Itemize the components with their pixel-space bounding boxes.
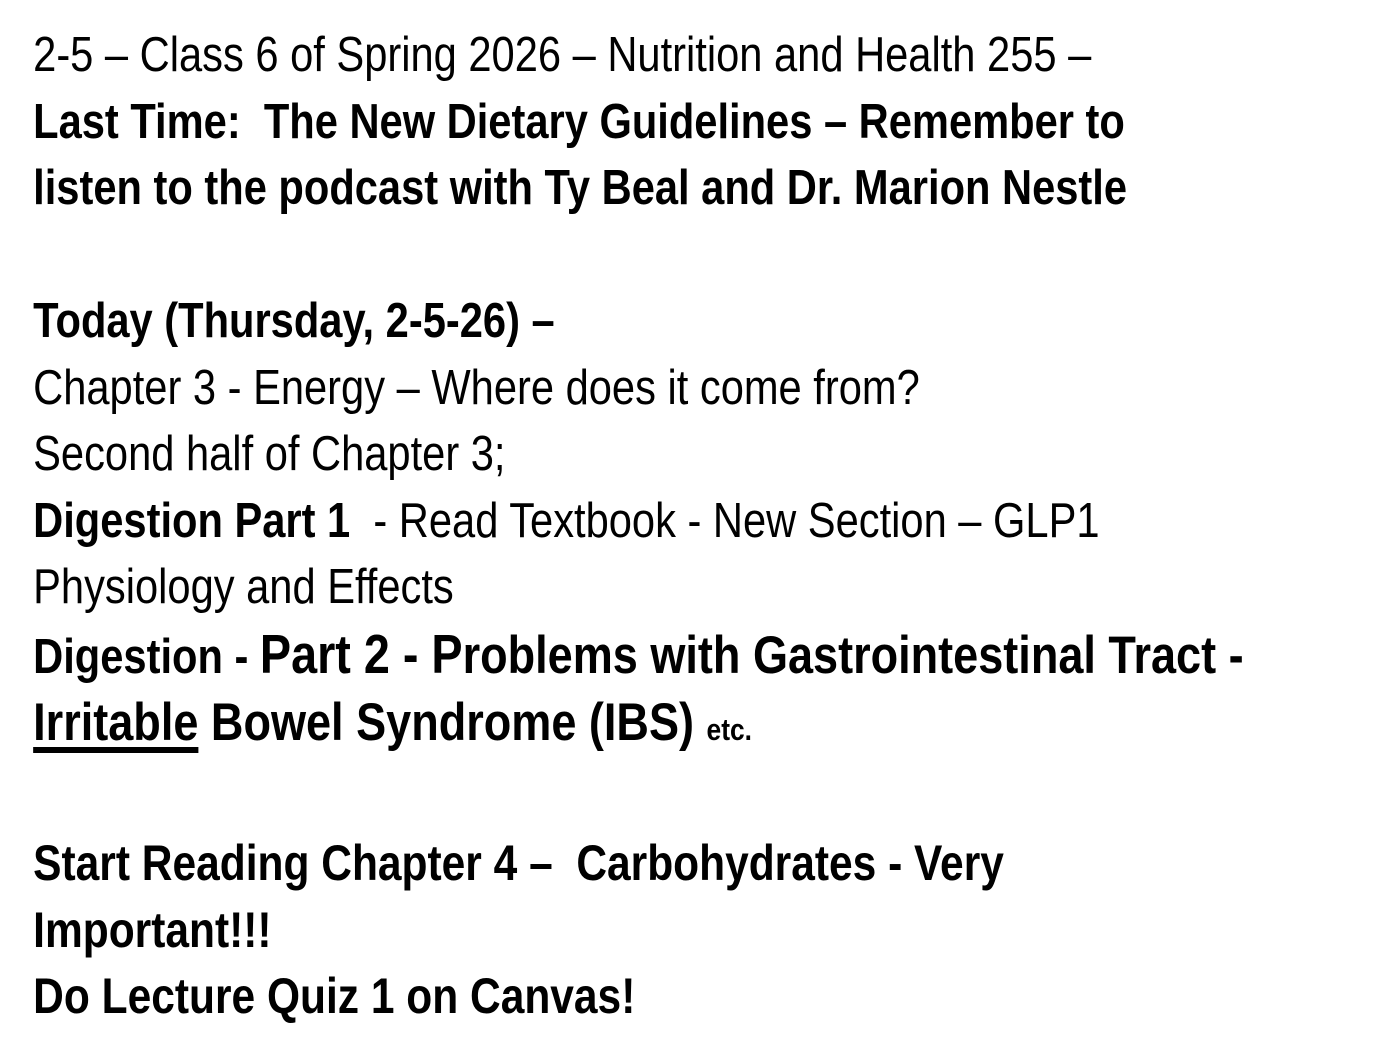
chapter3-line: Chapter 3 - Energy – Where does it come from? <box>33 360 920 415</box>
digestion-part2-line <box>33 621 1390 691</box>
ibs-line <box>33 690 1390 764</box>
digestion-part2-large: Part 2 - P <box>259 622 463 685</box>
header-line: 2-5 – Class 6 of Spring 2026 – Nutrition and Health 255 – <box>33 28 1092 82</box>
digestion-part1-line <box>33 488 1390 555</box>
homework-line-2: Important!!! <box>33 901 272 958</box>
digestion-part1-rest: - Read Textbook - New Section – GLP1 <box>350 493 1100 548</box>
ibs-rest: Bowel Syndrome (IBS) <box>198 693 707 752</box>
blank-line <box>33 222 1390 289</box>
ibs-etc: etc. <box>706 712 752 747</box>
digestion-part2-rest: roblems with Gastrointestinal Tract - <box>462 625 1244 685</box>
last-time-line-2: listen to the podcast with Ty Beal and Dr. Marion Nestle <box>33 161 1128 215</box>
second-half-line: Second half of Chapter 3; <box>33 427 506 481</box>
ibs-underlined-word: Irritable <box>33 693 199 752</box>
blank-line <box>33 764 1390 831</box>
homework-line-3: Do Lecture Quiz 1 on Canvas! <box>33 968 636 1024</box>
today-heading: Today (Thursday, 2-5-26) – <box>33 294 555 348</box>
last-time-line-1: Last Time: The New Dietary Guidelines – Remember to <box>33 94 1125 149</box>
digestion-part2-prefix: Digestion - <box>33 629 260 684</box>
digestion-part1-bold: Digestion Part 1 <box>33 493 351 548</box>
physiology-line: Physiology and Effects <box>33 560 454 614</box>
homework-line-1: Start Reading Chapter 4 – Carbohydrates - Very <box>33 835 1004 891</box>
